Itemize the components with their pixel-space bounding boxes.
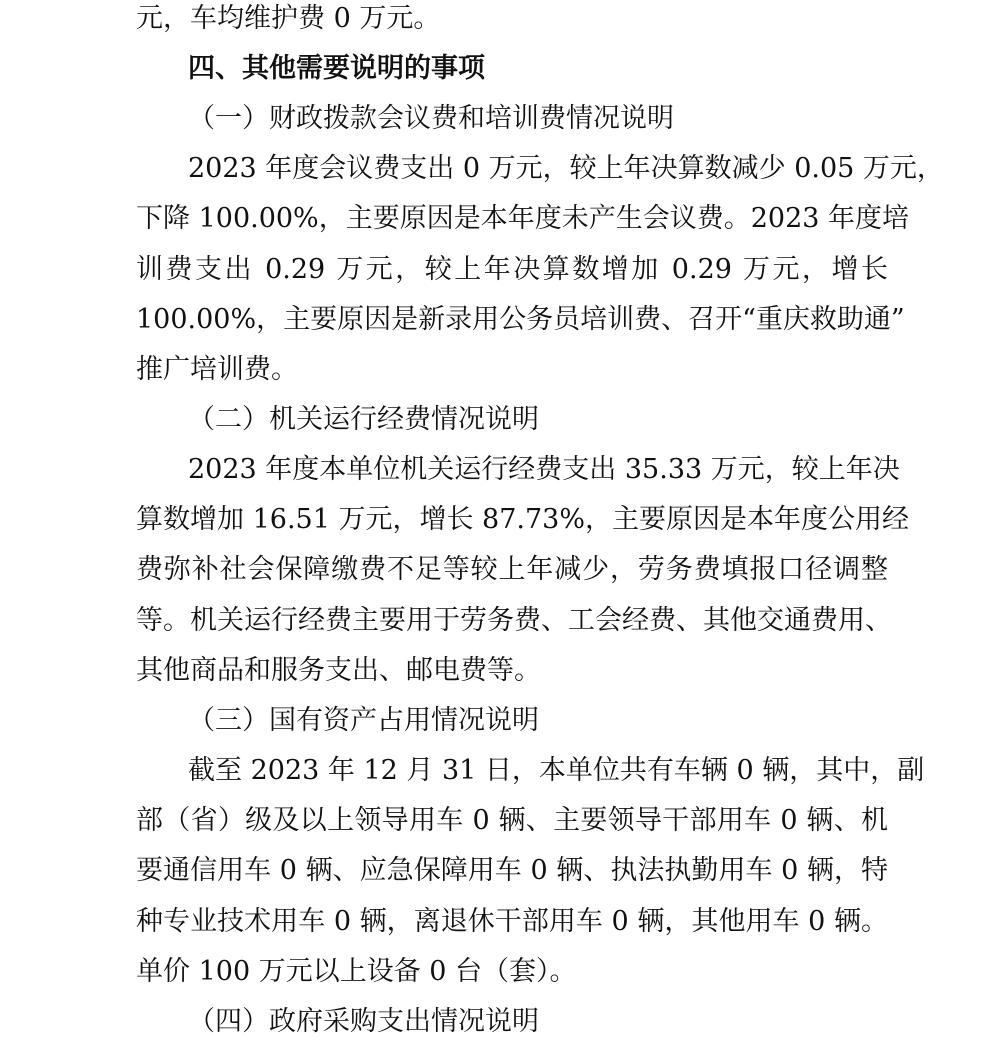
body-text-line: 单价 100 万元以上设备 0 台（套）。 (136, 956, 577, 987)
body-text-line: 2023 年度本单位机关运行经费支出 35.33 万元，较上年决 (188, 454, 900, 485)
body-text-line: 种专业技术用车 0 辆，离退休干部用车 0 辆，其他用车 0 辆。 (136, 906, 888, 937)
body-text-line: 其他商品和服务支出、邮电费等。 (136, 655, 541, 686)
subsection-heading: （二）机关运行经费情况说明 (188, 404, 539, 435)
subsection-heading: （一）财政拨款会议费和培训费情况说明 (188, 103, 674, 134)
body-text-line: 要通信用车 0 辆、应急保障用车 0 辆、执法执勤用车 0 辆，特 (136, 855, 888, 886)
subsection-heading: （三）国有资产占用情况说明 (188, 705, 539, 736)
body-text-line: 100.00%，主要原因是新录用公务员培训费、召开“重庆救助通” (136, 304, 905, 335)
body-text-line: 元，车均维护费 0 万元。 (136, 3, 441, 34)
body-text-line: 下降 100.00%，主要原因是本年度未产生会议费。2023 年度培 (136, 203, 910, 234)
body-text-line: 等。机关运行经费主要用于劳务费、工会经费、其他交通费用、 (136, 605, 892, 636)
body-text-line: 2023 年度会议费支出 0 万元，较上年决算数减少 0.05 万元， (188, 153, 944, 184)
body-text-line: 算数增加 16.51 万元，增长 87.73%，主要原因是本年度公用经 (136, 504, 909, 535)
body-text-line: 截至 2023 年 12 月 31 日，本单位共有车辆 0 辆，其中，副 (188, 755, 925, 786)
body-text-line: 推广培训费。 (136, 354, 298, 385)
section-heading: 四、其他需要说明的事项 (188, 53, 485, 84)
body-text-line: 部（省）级及以上领导用车 0 辆、主要领导干部用车 0 辆、机 (136, 805, 888, 836)
subsection-heading: （四）政府采购支出情况说明 (188, 1006, 539, 1037)
body-text-line: 费弥补社会保障缴费不足等较上年减少，劳务费填报口径调整 (136, 554, 888, 585)
body-text-line: 训费支出 0.29 万元，较上年决算数增加 0.29 万元，增长 (136, 254, 888, 285)
